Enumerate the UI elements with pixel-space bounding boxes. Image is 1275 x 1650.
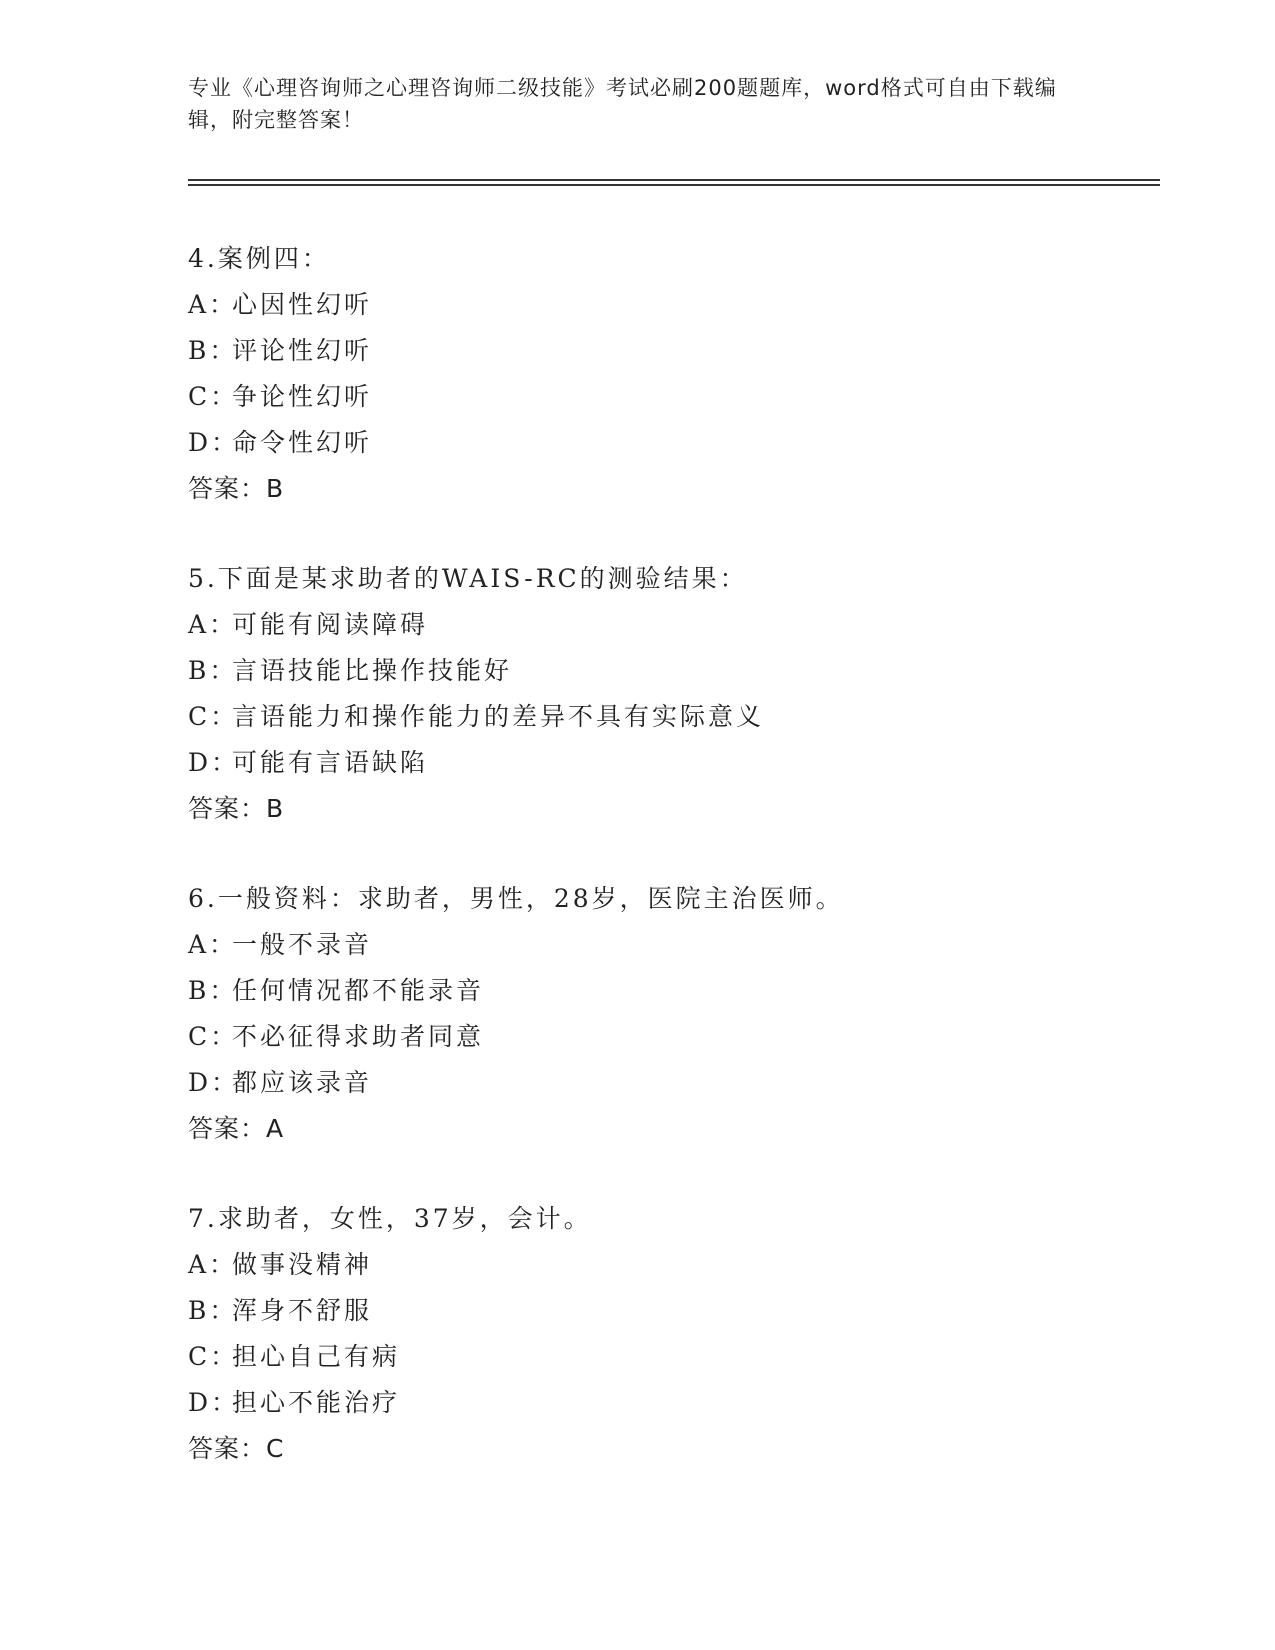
option-b: [188, 968, 1148, 1014]
question-block: [188, 236, 1148, 512]
option-text: 都应该录音: [232, 1068, 373, 1097]
option-key: C：: [188, 1342, 239, 1371]
option-text: 评论性幻听: [232, 336, 373, 365]
option-text: 言语能力和操作能力的差异不具有实际意义: [232, 702, 765, 731]
option-key: A：: [188, 290, 238, 319]
option-c: [188, 694, 1148, 740]
question-block: [188, 556, 1148, 832]
answer-line: 答案：C: [188, 1434, 285, 1463]
option-key: D：: [188, 1068, 240, 1097]
option-d: [188, 420, 1148, 466]
option-text: 做事没精神: [232, 1250, 373, 1279]
option-text: 担心自己有病: [232, 1342, 401, 1371]
option-key: D：: [188, 1388, 240, 1417]
option-key: B：: [188, 336, 238, 365]
option-text: 心因性幻听: [232, 290, 373, 319]
question-stem: 6.一般资料：求助者，男性，28岁，医院主治医师。: [188, 884, 844, 913]
option-c: [188, 374, 1148, 420]
question-stem: 4.案例四：: [188, 244, 330, 273]
option-key: D：: [188, 748, 240, 777]
header-divider-top: [188, 179, 1160, 181]
option-key: A：: [188, 1250, 238, 1279]
option-text: 命令性幻听: [232, 428, 373, 457]
option-c: [188, 1014, 1148, 1060]
answer-line: 答案：B: [188, 474, 285, 503]
option-text: 可能有言语缺陷: [232, 748, 429, 777]
option-key: B：: [188, 1296, 238, 1325]
header-divider-bottom: [188, 184, 1160, 186]
option-text: 浑身不舒服: [232, 1296, 373, 1325]
question-block: [188, 1196, 1148, 1472]
option-text: 言语技能比操作技能好: [232, 656, 513, 685]
option-key: C：: [188, 702, 239, 731]
answer-line: 答案：A: [188, 1114, 285, 1143]
option-key: A：: [188, 930, 238, 959]
option-a: [188, 282, 1148, 328]
option-key: C：: [188, 1022, 239, 1051]
question-stem: 7.求助者，女性，37岁，会计。: [188, 1204, 592, 1233]
option-text: 争论性幻听: [232, 382, 373, 411]
option-b: [188, 1288, 1148, 1334]
option-text: 担心不能治疗: [232, 1388, 401, 1417]
document-intro: 专业《心理咨询师之心理咨询师二级技能》考试必刷200题题库，word格式可自由下载编辑，附完整答案！: [188, 76, 1057, 132]
option-a: [188, 602, 1148, 648]
question-block: [188, 876, 1148, 1152]
option-text: 不必征得求助者同意: [232, 1022, 485, 1051]
option-text: 可能有阅读障碍: [232, 610, 429, 639]
option-key: D：: [188, 428, 240, 457]
option-c: [188, 1334, 1148, 1380]
option-text: 任何情况都不能录音: [232, 976, 485, 1005]
option-d: [188, 740, 1148, 786]
option-key: A：: [188, 610, 238, 639]
option-key: C：: [188, 382, 239, 411]
option-b: [188, 648, 1148, 694]
option-b: [188, 328, 1148, 374]
option-d: [188, 1060, 1148, 1106]
option-key: B：: [188, 656, 238, 685]
question-stem: 5.下面是某求助者的WAIS-RC的测验结果：: [188, 564, 748, 593]
option-a: [188, 1242, 1148, 1288]
answer-line: 答案：B: [188, 794, 285, 823]
option-key: B：: [188, 976, 238, 1005]
option-text: 一般不录音: [232, 930, 373, 959]
option-d: [188, 1380, 1148, 1426]
option-a: [188, 922, 1148, 968]
